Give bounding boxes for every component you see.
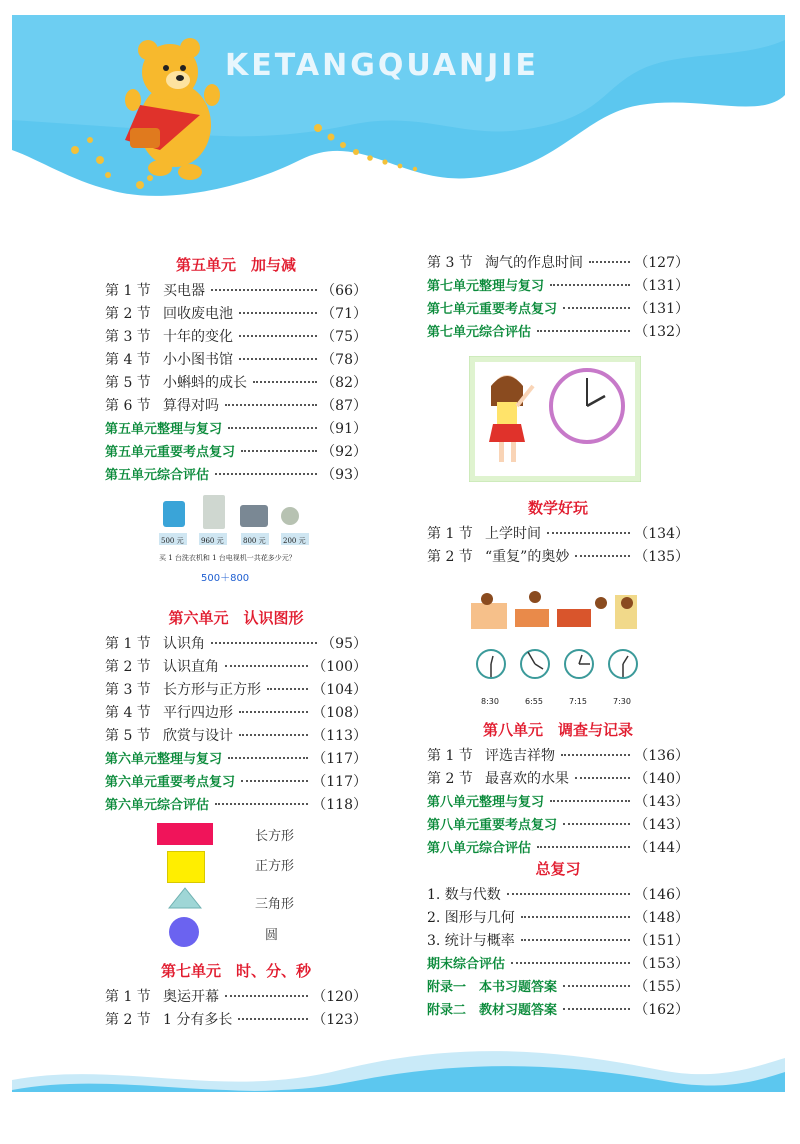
page-number: （100） — [312, 659, 367, 675]
leader-dots — [241, 778, 308, 782]
triangle-label: 三角形 — [255, 897, 295, 912]
leader-dots — [225, 402, 317, 406]
entry-title: “重复”的奥妙 — [485, 549, 570, 565]
square-shape — [167, 851, 205, 883]
page-number: （143） — [634, 817, 689, 833]
toc-entry[interactable] — [427, 273, 689, 296]
page-number: （66） — [321, 283, 367, 299]
page-number: （131） — [634, 278, 689, 294]
toc-entry[interactable] — [427, 789, 689, 812]
leader-dots — [239, 333, 317, 337]
entry-title: 第七单元重要考点复习 — [427, 302, 558, 317]
entry-title: 期末综合评估 — [427, 957, 506, 972]
toc-entry[interactable] — [105, 769, 367, 792]
entry-title: 回收废电池 — [163, 306, 233, 322]
leader-dots — [550, 282, 630, 286]
leader-dots — [228, 755, 308, 759]
page-number: （118） — [312, 797, 367, 813]
leader-dots — [563, 305, 630, 309]
unit8-title: 第八单元 调查与记录 — [482, 721, 633, 739]
entry-title: 第五单元重要考点复习 — [105, 445, 236, 460]
circle-shape — [169, 917, 199, 947]
leader-dots — [225, 663, 308, 667]
page-number: （93） — [321, 467, 367, 483]
section-number: 第 6 节 — [105, 398, 151, 414]
toc-entry[interactable] — [105, 416, 367, 439]
leader-dots — [239, 732, 308, 736]
entry-title: 第七单元综合评估 — [427, 325, 532, 340]
section-number: 第 1 节 — [105, 989, 151, 1005]
entry-title: 第八单元整理与复习 — [427, 795, 545, 810]
entry-title: 十年的变化 — [163, 329, 233, 345]
page-number: （136） — [634, 748, 689, 764]
rectangle-shape — [157, 823, 213, 845]
leader-dots — [511, 960, 630, 964]
toc-entry[interactable] — [105, 700, 367, 723]
leader-dots — [211, 287, 317, 291]
leader-dots — [215, 801, 308, 805]
toc-entry[interactable] — [427, 882, 689, 905]
square-label: 正方形 — [255, 859, 295, 874]
entry-title: 小蝌蚪的成长 — [163, 375, 247, 391]
section-number: 第 3 节 — [105, 682, 151, 698]
toc-entry[interactable] — [427, 928, 689, 951]
toc-entry[interactable] — [427, 951, 689, 974]
appliance-question: 买 1 台洗衣机和 1 台电视机一共花多少元？ — [159, 554, 296, 562]
leader-dots — [239, 310, 317, 314]
entry-title: 第六单元重要考点复习 — [105, 775, 236, 790]
leader-dots — [561, 752, 630, 756]
entry-title: 上学时间 — [485, 526, 541, 542]
toc-entry[interactable] — [427, 766, 689, 789]
entry-title: 第六单元综合评估 — [105, 798, 210, 813]
entry-title: 第八单元重要考点复习 — [427, 818, 558, 833]
page-number: （135） — [634, 549, 689, 565]
appliance-formula: 500＋800 — [201, 573, 250, 584]
page-number: （146） — [634, 887, 689, 903]
toc-entry[interactable] — [105, 792, 367, 815]
entry-title: 小小图书馆 — [163, 352, 233, 368]
entry-title: 附录二 教材习题答案 — [427, 1003, 558, 1018]
entry-title: 第六单元整理与复习 — [105, 752, 223, 767]
section-number: 第 1 节 — [105, 636, 151, 652]
leader-dots — [225, 993, 308, 997]
toc-entry[interactable] — [105, 723, 367, 746]
entry-title: 第五单元综合评估 — [105, 468, 210, 483]
fun-title: 数学好玩 — [527, 499, 588, 517]
price-label: 200 元 — [283, 537, 306, 545]
leader-dots — [239, 709, 308, 713]
clock-time-label: 8:30 — [481, 697, 499, 706]
section-number: 第 2 节 — [105, 306, 151, 322]
section-number: 第 5 节 — [105, 375, 151, 391]
triangle-shape — [168, 887, 202, 909]
toc-entry[interactable] — [105, 462, 367, 485]
entry-title: 算得对吗 — [163, 398, 219, 414]
leader-dots — [547, 530, 630, 534]
brand-text: KETANGQUANJIE — [225, 48, 539, 83]
page-number: （92） — [321, 444, 367, 460]
page-number: （71） — [321, 306, 367, 322]
unit5-title: 第五单元 加与减 — [175, 256, 296, 274]
toc-entry[interactable] — [427, 296, 689, 319]
entry-title: 附录一 本书习题答案 — [427, 980, 558, 995]
toc-entry[interactable] — [427, 250, 689, 273]
entry-title: 奥运开幕 — [163, 989, 219, 1005]
leader-dots — [537, 328, 630, 332]
entry-title: 平行四边形 — [163, 705, 233, 721]
leader-dots — [589, 259, 630, 263]
page-number: （117） — [312, 774, 367, 790]
page-number: （153） — [634, 956, 689, 972]
leader-dots — [228, 425, 317, 429]
unit7-title: 第七单元 时、分、秒 — [160, 962, 311, 980]
leader-dots — [521, 937, 630, 941]
page-number: （140） — [634, 771, 689, 787]
page-number: （117） — [312, 751, 367, 767]
leader-dots — [507, 891, 630, 895]
entry-title: 3. 统计与概率 — [427, 933, 515, 949]
toc-right-column — [427, 250, 689, 1020]
section-number: 第 2 节 — [105, 659, 151, 675]
page-number: （87） — [321, 398, 367, 414]
toc-left-column — [105, 250, 367, 1030]
toc-entry[interactable] — [105, 631, 367, 654]
entry-title: 1. 数与代数 — [427, 887, 501, 903]
price-label: 500 元 — [161, 537, 184, 545]
entry-title: 认识直角 — [163, 659, 219, 675]
page-number: （108） — [312, 705, 367, 721]
toc-entry[interactable] — [105, 347, 367, 370]
page-number: （75） — [321, 329, 367, 345]
toc-entry[interactable] — [105, 677, 367, 700]
page-number: （82） — [321, 375, 367, 391]
clock-time-label: 6:55 — [525, 697, 543, 706]
toc-entry[interactable] — [427, 319, 689, 342]
toc-entry[interactable] — [427, 812, 689, 835]
toc-entry[interactable] — [105, 654, 367, 677]
appliances-figure — [105, 485, 367, 607]
toc-entry[interactable] — [105, 370, 367, 393]
leader-dots — [521, 914, 630, 918]
page-number: （162） — [634, 1002, 689, 1018]
page-number: （127） — [634, 255, 689, 271]
clock-time-label: 7:30 — [613, 697, 631, 706]
page-number: （131） — [634, 301, 689, 317]
page-number: （148） — [634, 910, 689, 926]
toc-entry[interactable] — [427, 974, 689, 997]
section-number: 第 3 节 — [427, 255, 473, 271]
entry-title: 2. 图形与几何 — [427, 910, 515, 926]
page-number: （143） — [634, 794, 689, 810]
entry-title: 长方形与正方形 — [163, 682, 261, 698]
leader-dots — [215, 471, 317, 475]
page-number: （104） — [312, 682, 367, 698]
page-number: （95） — [321, 636, 367, 652]
footer-wave — [0, 1020, 800, 1144]
rectangle-label: 长方形 — [255, 829, 295, 844]
page-number: （134） — [634, 526, 689, 542]
page-number: （132） — [634, 324, 689, 340]
toc-entry[interactable] — [427, 997, 689, 1020]
page-number: （151） — [634, 933, 689, 949]
section-number: 第 2 节 — [105, 1012, 151, 1028]
leader-dots — [563, 983, 630, 987]
leader-dots — [211, 640, 317, 644]
toc-entry[interactable] — [105, 746, 367, 769]
leader-dots — [563, 821, 630, 825]
page-number: （120） — [312, 989, 367, 1005]
section-number: 第 2 节 — [427, 771, 473, 787]
section-number: 第 4 节 — [105, 352, 151, 368]
price-label: 960 元 — [201, 537, 224, 545]
page-number: （78） — [321, 352, 367, 368]
section-number: 第 3 节 — [105, 329, 151, 345]
leader-dots — [239, 356, 317, 360]
toc-entry[interactable] — [427, 905, 689, 928]
clock-time-label: 7:15 — [569, 697, 587, 706]
unit6-title: 第六单元 认识图形 — [168, 609, 304, 627]
entry-title: 第七单元整理与复习 — [427, 279, 545, 294]
toc-entry[interactable] — [105, 439, 367, 462]
section-number: 第 1 节 — [427, 748, 473, 764]
entry-title: 第五单元整理与复习 — [105, 422, 223, 437]
leader-dots — [267, 686, 308, 690]
section-number: 第 4 节 — [105, 705, 151, 721]
leader-dots — [575, 553, 630, 557]
leader-dots — [550, 798, 630, 802]
toc-entry[interactable] — [105, 984, 367, 1007]
toc-entry[interactable] — [105, 278, 367, 301]
entry-title: 第八单元综合评估 — [427, 841, 532, 856]
entry-title: 买电器 — [163, 283, 205, 299]
section-number: 第 1 节 — [427, 526, 473, 542]
circle-label: 圆 — [265, 928, 279, 943]
leader-dots — [575, 775, 630, 779]
review-title: 总复习 — [535, 860, 581, 878]
entry-title: 评选吉祥物 — [485, 748, 555, 764]
entry-title: 淘气的作息时间 — [485, 255, 583, 271]
toc-entry[interactable] — [105, 301, 367, 324]
leader-dots — [537, 844, 630, 848]
section-number: 第 2 节 — [427, 549, 473, 565]
toc-entry[interactable] — [105, 393, 367, 416]
section-number: 第 1 节 — [105, 283, 151, 299]
shapes-figure — [105, 815, 367, 960]
entry-title: 认识角 — [163, 636, 205, 652]
leader-dots — [241, 448, 317, 452]
page-number: （113） — [312, 728, 367, 744]
entry-title: 最喜欢的水果 — [485, 771, 569, 787]
page-number: （155） — [634, 979, 689, 995]
clock-girl-figure — [427, 342, 689, 497]
entry-title: 欣赏与设计 — [163, 728, 233, 744]
page-number: （91） — [321, 421, 367, 437]
leader-dots — [253, 379, 317, 383]
section-number: 第 5 节 — [105, 728, 151, 744]
toc-entry[interactable] — [427, 521, 689, 544]
toc-entry[interactable] — [427, 544, 689, 567]
page-number: （123） — [312, 1012, 367, 1028]
toc-entry[interactable] — [427, 743, 689, 766]
toc-entry[interactable] — [105, 324, 367, 347]
page-number: （144） — [634, 840, 689, 856]
clocks-figure — [427, 567, 689, 719]
toc-entry[interactable] — [427, 835, 689, 858]
entry-title: 1 分有多长 — [163, 1012, 233, 1028]
header-wave — [0, 0, 800, 240]
price-label: 800 元 — [243, 537, 266, 545]
leader-dots — [563, 1006, 630, 1010]
